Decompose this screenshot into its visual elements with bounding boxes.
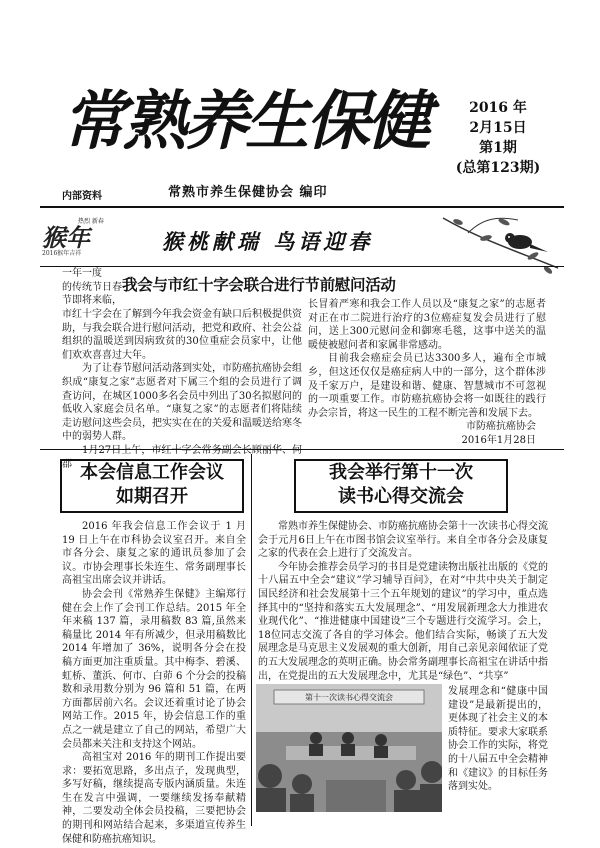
article1-sign-date: 2016年1月28日: [461, 434, 536, 446]
article1-sign-org: 市防癌抗癌协会: [466, 421, 536, 433]
article3-side-text: [448, 685, 548, 794]
article2-body: [62, 520, 246, 846]
issue-total: (总第123期): [455, 160, 541, 176]
article1-left-column: [62, 308, 302, 471]
issue-number: 第1期: [479, 140, 517, 156]
article3-title-line1: 我会举行第十一次: [329, 462, 473, 483]
masthead-title: 常熟养生保健: [62, 84, 428, 159]
article1-right-column: [308, 298, 546, 448]
photo-banner-text: 第十一次读书心得交流会: [305, 693, 393, 702]
article1-paragraph: 长冒着严寒和我会工作人员以及“康复之家”的志愿者对正在市二院进行治疗的3位癌症复发会员进行了慰问，送上300元慰问金和御寒毛毯，这事中送关的温暖使被慰问者和家属非常感动。: [308, 299, 546, 351]
article2-title-line1: 本会信息工作会议: [80, 462, 224, 483]
article1-lead-lines: [62, 267, 120, 308]
article1-headline: 我会与市红十字会联合进行节前慰问活动: [122, 276, 396, 294]
article1-lead-line: 节即将来临，: [62, 295, 122, 307]
article3-title-line2: 读书心得交流会: [338, 486, 464, 507]
meeting-photo: [256, 684, 442, 812]
article1-paragraph: 为了让春节慰问活动落到实处，市防癌抗癌协会组织成“康复之家”志愿者对下属三个组的会员进行了调查访问，在城区1000多名会员中列出了30名拟慰问的低收入家庭会员名单。“康复之家”的志愿者们将陆续走访慰问这些会员，把实实在在的关爱和温暖送给寒冬中的弱势人群。: [62, 363, 302, 443]
monkey-year-logo: [42, 218, 142, 258]
article3-body: [258, 520, 548, 683]
column-divider: [251, 454, 252, 826]
article3-paragraph: 常熟市养生保健协会、市防癌抗癌协会第十一次读书心得交流会于元月6日上午在市图书馆会议室举行。来自全市各分会及康复之家的代表在会上进行了交流发言。: [258, 521, 548, 560]
article1-lead-line: 的传统节日春: [62, 281, 122, 293]
article2-title-box: [60, 459, 244, 513]
banner-slogan: 猴桃献瑞 鸟语迎春: [162, 229, 374, 254]
logo-main-text: 猴年: [42, 224, 90, 252]
section-rule: [40, 449, 564, 450]
article2-paragraph: 协会会刊《常熟养生保健》主编郑行健在会上作了会刊工作总结。2015 年全年来稿 137 篇，录用稿数 83 篇,虽然来稿量比 2014 年有所减少，但录用稿数比 2014 年增加了 36%，说明各分会在投稿方面更加注重质量。其中梅李、碧溪、虹桥、董浜、何市、白茆 6 个分会的投稿数和录用数分别为 96 篇和 51 篇，在两方面都居前六名。会议还着重讨论了协会网站工作。2015 年，协会信息工作的重点之一就是建立了自己的网站，希望广大会员都来关注和支持这个网站。: [62, 588, 246, 750]
article2-paragraph: 高祖宝对 2016 年的期刊工作提出要求：要拓宽思路，多出点子，发现典型，多写好稿，继续提高专版内涵质量。朱连生在发言中强调，一要继续发扬奉献精神，二要发动全体会员投稿，三要把协会的期刊和网站结合起来，多渠道宣传养生保健和防癌抗癌知识。: [62, 752, 246, 845]
article3-title-box: [294, 459, 508, 513]
article1-paragraph: 市红十字会在了解到今年我会资金有缺口后积极提供资助，与我会联合进行慰问活动，把党和政府、社会公益组织的温暖送到因病致贫的30位重症会员家中，让他们欢欢喜喜过大年。: [62, 309, 302, 361]
article1-lead-line: 一年一度: [62, 268, 102, 279]
article3-paragraph: 发展理念和“健康中国建设”是最新提出的，更体现了社会主义的本质特征。要求大家联系协会工作的实际，将党的十八届五中全会精神和《建议》的目标任务落到实处。: [448, 686, 548, 793]
issue-date: 2月15日: [469, 120, 527, 136]
logo-subtitle: 热烈 新春: [78, 218, 104, 225]
article2-paragraph: 2016 年我会信息工作会议于 1 月 19 日上午在市科协会议室召开。来自全市各分会、康复之家的通讯员参加了会议。市协会理事长朱连生、常务副理事长高祖宝出席会议并讲话。: [62, 521, 246, 587]
article1-paragraph: 1月27日上午，市红十字会常务副会长顾丽华、何郡: [62, 444, 302, 470]
issue-info: [438, 98, 558, 178]
article2-title-line2: 如期召开: [116, 486, 188, 507]
issue-year: 2016 年: [469, 100, 527, 116]
article1-paragraph: 目前我会癌症会员已达3300多人，遍布全市城乡，但这还仅仅是癌症病人中的一部分，这个群体涉及千家万户，是建设和谐、健康、智慧城市不可忽视的一项重要工作。市防癌抗癌协会将一如既往的践行办会宗旨，将这一民生的工程不断完善和发展下去。: [308, 353, 546, 419]
meeting-photo-illustration: [256, 684, 442, 812]
internal-label: 内部资料: [62, 191, 102, 202]
bird-branch-illustration: [438, 208, 564, 280]
article3-paragraph: 今年协会推荐会员学习的书目是党建读物出版社出版的《党的十八届五中全会“建议”学习辅导百问》，在对“中共中央关于制定国民经济和社会发展第十三个五年规划的建议”的学习中，重点选择其中的“坚持和落实五大发展理念”、“用发展新理念大力推进农业现代化”、“推进健康中国建设”三个专题进行交流学习。会上，18位同志交流了各自的学习体会。他们结合实际，畅谈了五大发展理念是马克思主义发展观的重大创新，用自己亲见亲闻依证了党的五大发展理念的英明正确。协会常务副理事长高祖宝在讲话中指出，在党提出的五大发展理念中，尤其是“绿色”、“共享”: [258, 561, 548, 682]
logo-small-text: 2016猴年吉祥: [42, 250, 82, 257]
publisher: 常熟市养生保健协会 编印: [168, 185, 328, 200]
